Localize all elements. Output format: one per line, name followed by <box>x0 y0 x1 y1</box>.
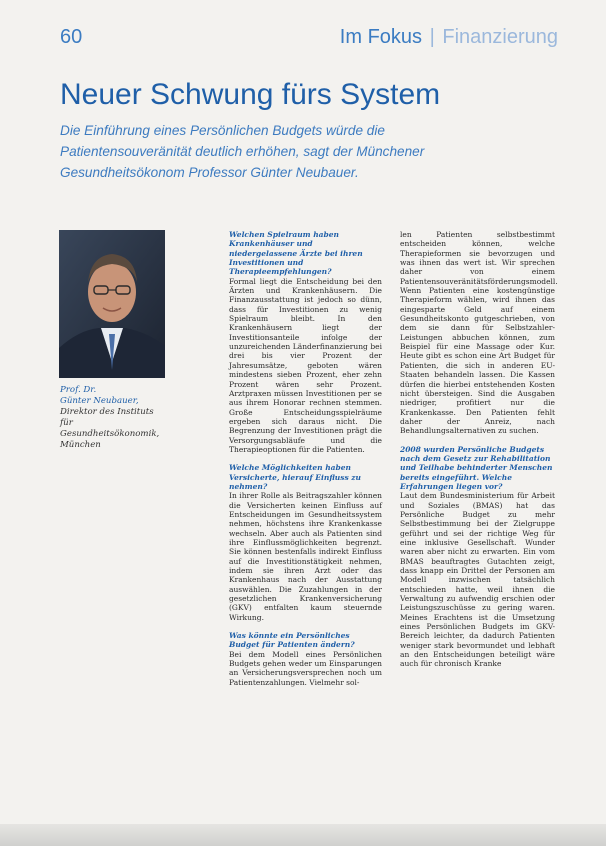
article-title: Neuer Schwung fürs System <box>60 78 441 111</box>
header-separator: | <box>429 26 435 48</box>
text-column-1 <box>229 230 382 696</box>
interview-answer: len Patienten selbstbestimmt entscheiden können, welche Therapieformen sie bevorzugen und was ihnen das wert ist. Wir sprechen daher von einem Patientensouveränitätsförderungsmodell. Wenn Patienten eine kostengünstige Therapieform wählen, wird ihnen das eingesparte Geld auf einem Gesundheitskonto gutgeschrieben, von dem sie dann für Selbstzahler-Leistungen abbuchen können, zum Beispiel für eine Massage oder Kur. Heute gibt es schon eine Art Budget für Patienten, die sich in anderen EU-Staaten behandeln lassen. Die Kassen dürfen die hierbei entstehenden Kosten nicht übersteigen. Sind die Ausgaben niedriger, profitiert nur die Krankenkasse. Den Patienten fehlt daher der Anreiz, nach Behandlungsalternativen zu suchen. <box>400 230 558 436</box>
interview-answer: In ihrer Rolle als Beitragszahler können die Versicherten keinen Einfluss auf Entscheidungen im Gesundheitssystem nehmen, höchstens ihre Krankenkasse wechseln. Aber auch als Patienten sind ihre Einflussmöglichkeiten begrenzt. Sie können bestenfalls indirekt Einfluss auf die Investitionstätigkeit nehmen, indem sie ihren Arzt oder das Krankenhaus nach der Ausstattung auswählen. Die Zuzahlungen in der gesetzlichen Krankenversicherung (GKV) entfalten kaum steuernde Wirkung. <box>229 491 382 622</box>
interview-question: Welchen Spielraum haben Krankenhäuser und niedergelassene Ärzte bei ihren Investitionen und Therapieempfehlungen? <box>229 230 363 277</box>
interview-answer: Formal liegt die Entscheidung bei den Ärzten und Krankenhäusern. Die Finanzausstattung ist jedoch so dünn, dass für Investitionen zu wenig Spielraum bleibt. In den Krankenhäusern liegt der Investitionsanteile infolge der unzureichenden Länderfinanzierung bei drei bis vier Prozent der Jahresumsätze, geboten wären mindestens sieben Prozent, eher zehn Prozent wären sehr Prozent. Arztpraxen müssen Investitionen per se aus ihrem Honorar rechnen stemmen. Große Entscheidungsspielräume ergeben sich daraus nicht. Die Begrenzung der Investitionen prägt die Versorgungsabläufe und die Therapieoptionen für die Patienten. <box>229 276 382 454</box>
portrait-photo <box>59 230 165 378</box>
text-column-2 <box>400 230 558 678</box>
section-header <box>340 26 558 49</box>
caption-name: Günter Neubauer, <box>60 396 139 406</box>
subsection-label: Finanzierung <box>442 26 558 48</box>
interview-answer: Bei dem Modell eines Persönlichen Budgets gehen weder um Einsparungen an Versicherungsversprechen noch um Patientenzahlungen. Vielmehr sol- <box>229 649 382 687</box>
article-lead: Die Einführung eines Persönlichen Budgets würde die Patientensouveränität deutlich erhöhen, sagt der Münchener Gesundheitsökonom Professor Günter Neubauer. <box>60 123 425 180</box>
section-label: Im Fokus <box>339 26 423 48</box>
page-number: 60 <box>60 26 83 48</box>
page-edge-shadow <box>0 824 606 846</box>
interview-answer: Laut dem Bundesministerium für Arbeit und Soziales (BMAS) hat das Persönliche Budget zu mehr Selbstbestimmung bei der Zielgruppe geführt und sei der richtige Weg für eine inklusive Gesellschaft. Wunder waren aber nicht zu erwarten. Ein vom BMAS beauftragtes Gutachten zeigt, dass knapp ein Drittel der Personen am Modell inzwischen tatsächlich entschieden hatte, weil ihnen die Verwaltung zu aufwendig erschien oder Leistungszuschüsse zu gering waren. Meines Erachtens ist die Umsetzung eines Persönlichen Budgets im GKV-Bereich leichter, da dadurch Patienten weniger stark bevormundet und lebhaft an den Entscheidungen beteiligt wäre auch für chronisch Kranke <box>400 491 555 669</box>
caption-title: Prof. Dr. <box>60 385 97 395</box>
interview-question: Was könnte ein Persönliches Budget für Patienten ändern? <box>229 631 355 650</box>
interview-question: Welche Möglichkeiten haben Versicherte, hierauf Einfluss zu nehmen? <box>229 463 361 491</box>
photo-caption <box>60 385 168 451</box>
interview-question: 2008 wurden Persönliche Budgets nach dem Gesetz zur Rehabilitation und Teilhabe behinderter Menschen bereits eingeführt. Welche Erfahrungen liegen vor? <box>400 444 553 491</box>
portrait-image <box>59 230 165 378</box>
caption-role: Direktor des Instituts für Gesundheitsökonomik, München <box>60 407 160 450</box>
